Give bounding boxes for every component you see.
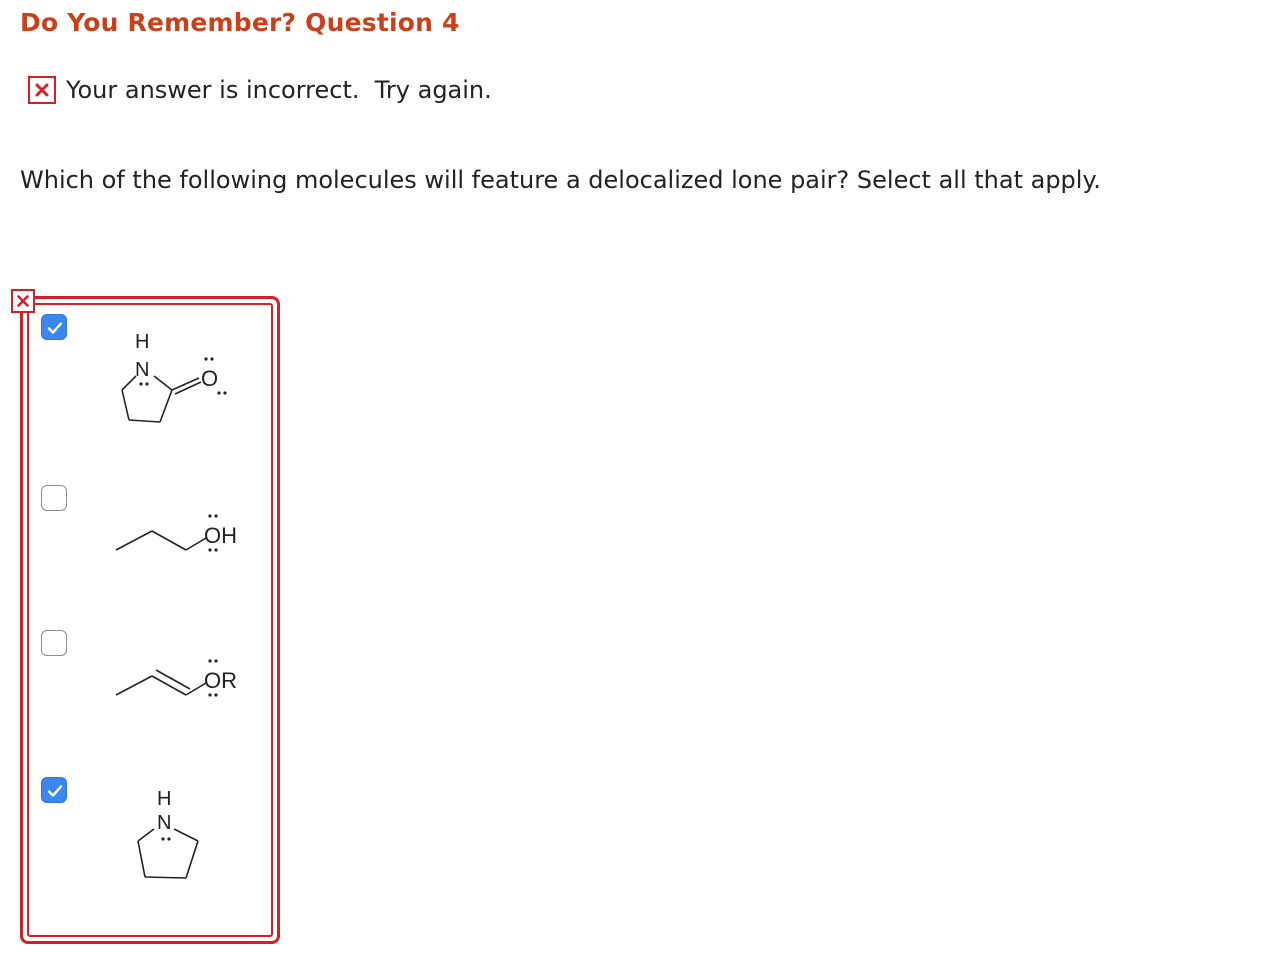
option-1-molecule[interactable] bbox=[100, 326, 250, 440]
atom-label-h: H bbox=[157, 788, 172, 810]
question-text: Which of the following molecules will feature a delocalized lone pair? Select all that apply. bbox=[20, 166, 1101, 194]
option-3-checkbox[interactable] bbox=[41, 630, 67, 656]
incorrect-x-icon bbox=[28, 76, 56, 104]
atom-label-oh: OH bbox=[204, 523, 237, 548]
feedback-message: Your answer is incorrect. Try again. bbox=[66, 76, 492, 104]
checkmark-icon bbox=[42, 315, 68, 341]
option-2-checkbox[interactable] bbox=[41, 485, 67, 511]
atom-label-n: N bbox=[135, 359, 150, 381]
atom-label-n: N bbox=[157, 812, 172, 834]
atom-label-or: OR bbox=[204, 668, 237, 693]
checkmark-icon bbox=[42, 778, 68, 804]
option-1-checkbox[interactable] bbox=[41, 314, 67, 340]
option-4-molecule[interactable] bbox=[120, 785, 220, 899]
incorrect-x-icon bbox=[11, 289, 35, 313]
atom-label-o: O bbox=[201, 366, 219, 391]
option-3-molecule[interactable] bbox=[110, 645, 260, 719]
page-title: Do You Remember? Question 4 bbox=[20, 8, 460, 37]
feedback-banner bbox=[28, 76, 492, 104]
option-2-molecule[interactable] bbox=[110, 500, 260, 574]
option-4-checkbox[interactable] bbox=[41, 777, 67, 803]
atom-label-h: H bbox=[135, 331, 150, 353]
